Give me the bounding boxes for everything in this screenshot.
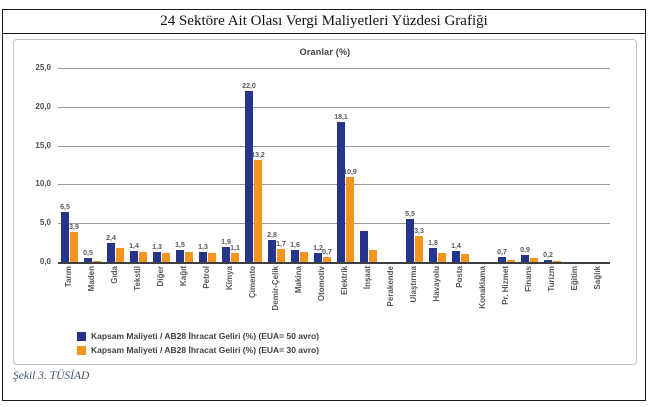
- x-tick: [242, 266, 265, 330]
- bar-slot: [93, 68, 101, 262]
- bar: [415, 236, 423, 262]
- bar-value-label: 0,2: [543, 252, 553, 260]
- bar-value-label: 10,9: [343, 169, 357, 177]
- figure-frame: [2, 9, 646, 401]
- bar-group: [518, 68, 541, 262]
- bar-value-label: 13,2: [251, 151, 265, 159]
- bar-slot: [343, 68, 357, 262]
- bar-group: [196, 68, 219, 262]
- bar-group: [380, 68, 403, 262]
- gridline: [58, 262, 610, 264]
- x-tick: [311, 266, 334, 330]
- bar: [254, 160, 262, 262]
- x-axis-label: Havayolu: [432, 266, 442, 302]
- x-axis: [58, 266, 610, 330]
- bar-value-label: 6,5: [60, 203, 70, 211]
- bar-value-label: 5,5: [405, 211, 415, 219]
- bar-slot: [231, 68, 239, 262]
- bar-slot: [553, 68, 561, 262]
- bar-value-label: 3,3: [414, 228, 424, 236]
- x-tick: [518, 266, 541, 330]
- x-tick: [495, 266, 518, 330]
- bar-value-label: 1,9: [221, 239, 231, 247]
- x-axis-label: Petrol: [202, 266, 212, 289]
- bar-slot: [484, 68, 492, 262]
- bar-slot: [323, 68, 331, 262]
- bar-slot: [300, 68, 308, 262]
- bar-value-label: 0,7: [322, 248, 332, 256]
- x-tick: [334, 266, 357, 330]
- chart-panel: [13, 39, 637, 365]
- x-tick: [541, 266, 564, 330]
- bar-group: [265, 68, 288, 262]
- x-axis-label: Kimya: [225, 266, 235, 291]
- x-tick: [127, 266, 150, 330]
- bar: [107, 243, 115, 262]
- bar: [300, 252, 308, 262]
- bar-slot: [84, 68, 92, 262]
- bar: [360, 231, 368, 262]
- bar: [406, 219, 414, 262]
- x-tick: [587, 266, 610, 330]
- x-axis-label: Gıda: [110, 266, 120, 284]
- bar-value-label: 0,7: [497, 248, 507, 256]
- x-tick: [58, 266, 81, 330]
- x-axis-label: Diğer: [156, 266, 166, 287]
- plot-area: [58, 68, 610, 262]
- bar: [61, 212, 69, 262]
- bar-group: [587, 68, 610, 262]
- bar-slot: [277, 68, 285, 262]
- bar: [139, 252, 147, 262]
- bar-group: [58, 68, 81, 262]
- bar-slot: [242, 68, 256, 262]
- bar: [176, 250, 184, 262]
- bar-slot: [208, 68, 216, 262]
- bar-group: [541, 68, 564, 262]
- bar-slot: [314, 68, 322, 262]
- bar: [268, 240, 276, 262]
- bar-slot: [139, 68, 147, 262]
- bar: [70, 232, 78, 262]
- x-axis-label: Eğitim: [570, 266, 580, 291]
- bar-slot: [360, 68, 368, 262]
- chart-title: Oranlar (%): [299, 47, 351, 57]
- y-tick-label: 15,0: [35, 140, 51, 150]
- bar: [199, 252, 207, 262]
- bar: [245, 91, 253, 262]
- bar-slot: [70, 68, 78, 262]
- x-tick: [288, 266, 311, 330]
- legend-label: Kapsam Maliyeti / AB28 İhracat Geliri (%) (EUA= 50 avro): [91, 331, 320, 341]
- bar-slot: [521, 68, 529, 262]
- bar: [291, 250, 299, 262]
- x-axis-label: Turizm: [547, 266, 557, 292]
- bar-group: [403, 68, 426, 262]
- bar-value-label: 2,4: [106, 235, 116, 243]
- x-tick: [564, 266, 587, 330]
- bar-group: [311, 68, 334, 262]
- x-tick: [472, 266, 495, 330]
- bar: [130, 251, 138, 262]
- bar-slot: [544, 68, 552, 262]
- bar-slot: [475, 68, 483, 262]
- bar: [314, 253, 322, 262]
- x-axis-label: Makina: [294, 266, 304, 294]
- legend-swatch-orange: [77, 346, 86, 355]
- legend-item-eua50: [77, 331, 319, 341]
- bar-value-label: 1,2: [313, 244, 323, 252]
- y-tick-label: 20,0: [35, 101, 51, 111]
- figure-title: 24 Sektöre Ait Olası Vergi Maliyetleri Yüzdesi Grafiği: [3, 10, 645, 34]
- bar-slot: [116, 68, 124, 262]
- x-axis-label: Tarım: [64, 266, 74, 288]
- x-tick: [426, 266, 449, 330]
- x-axis-label: Sağlık: [593, 266, 603, 290]
- bar: [208, 253, 216, 262]
- y-tick-label: 5,0: [39, 218, 51, 228]
- x-axis-label: İnşaat: [363, 266, 373, 290]
- x-axis-label: Perakende: [386, 266, 396, 307]
- bar-slot: [185, 68, 193, 262]
- bar: [429, 248, 437, 262]
- bar-slot: [222, 68, 230, 262]
- legend: [77, 331, 319, 355]
- bar-slot: [415, 68, 423, 262]
- y-axis: [14, 63, 51, 266]
- x-axis-label: Pr. Hizmet: [501, 266, 511, 305]
- bar-slot: [599, 68, 607, 262]
- bar-group: [288, 68, 311, 262]
- bar: [277, 249, 285, 262]
- bar-group: [472, 68, 495, 262]
- bar: [162, 253, 170, 262]
- bar-slot: [153, 68, 161, 262]
- bar-group: [242, 68, 265, 262]
- bar: [185, 252, 193, 262]
- bar-slot: [452, 68, 460, 262]
- bar: [346, 177, 354, 262]
- bar-value-label: 1,8: [428, 240, 438, 248]
- bar-slot: [406, 68, 414, 262]
- bar-group: [426, 68, 449, 262]
- x-tick: [380, 266, 403, 330]
- bar-slot: [461, 68, 469, 262]
- bar: [337, 122, 345, 262]
- bar-slot: [268, 68, 276, 262]
- bar-slot: [61, 68, 69, 262]
- bar-slot: [392, 68, 400, 262]
- bar: [452, 251, 460, 262]
- bar-value-label: 1,3: [198, 243, 208, 251]
- bar-group: [127, 68, 150, 262]
- bar-slot: [369, 68, 377, 262]
- x-tick: [449, 266, 472, 330]
- bar-slot: [507, 68, 515, 262]
- y-tick-label: 0,0: [39, 257, 51, 266]
- bar-slot: [107, 68, 115, 262]
- x-axis-label: Çimento: [248, 266, 258, 298]
- bar: [438, 253, 446, 262]
- bar-value-label: 1,3: [152, 243, 162, 251]
- legend-swatch-blue: [77, 332, 86, 341]
- bar-slot: [334, 68, 348, 262]
- x-tick: [357, 266, 380, 330]
- bar: [521, 255, 529, 262]
- bar-value-label: 1,7: [276, 240, 286, 248]
- x-tick: [173, 266, 196, 330]
- bar-slot: [251, 68, 265, 262]
- legend-item-eua30: [77, 345, 319, 355]
- legend-label: Kapsam Maliyeti / AB28 İhracat Geliri (%) (EUA= 30 avro): [91, 345, 320, 355]
- bar-slot: [383, 68, 391, 262]
- x-axis-label: Elektrik: [340, 266, 350, 295]
- bar: [369, 250, 377, 262]
- bar-group: [150, 68, 173, 262]
- y-tick-label: 25,0: [35, 63, 51, 72]
- x-axis-label: Konaklama: [478, 266, 488, 309]
- x-axis-label: Kağıt: [179, 266, 189, 286]
- x-axis-label: Ulaştırma: [409, 266, 419, 303]
- x-tick: [104, 266, 127, 330]
- x-axis-label: Otomotiv: [317, 266, 327, 302]
- bar-value-label: 1,6: [290, 241, 300, 249]
- bar-slot: [530, 68, 538, 262]
- bar-value-label: 1,4: [129, 243, 139, 251]
- bar-value-label: 0,9: [520, 247, 530, 255]
- bar-group: [334, 68, 357, 262]
- x-tick: [265, 266, 288, 330]
- bar-slot: [291, 68, 299, 262]
- bar-slot: [130, 68, 138, 262]
- bar-slot: [498, 68, 506, 262]
- bar-group: [219, 68, 242, 262]
- x-axis-label: Finans: [524, 266, 534, 292]
- x-axis-label: Tekstil: [133, 266, 143, 291]
- bar-slot: [176, 68, 184, 262]
- bar-group: [564, 68, 587, 262]
- bar-value-label: 3,9: [69, 223, 79, 231]
- x-tick: [219, 266, 242, 330]
- figure-caption: Şekil 3. TÜSİAD: [13, 370, 90, 382]
- bar: [461, 254, 469, 262]
- bar-group: [173, 68, 196, 262]
- x-axis-label: Posta: [455, 266, 465, 288]
- x-axis-label: Demir-Çelik: [271, 266, 281, 311]
- bar-value-label: 18,1: [334, 113, 348, 121]
- x-tick: [150, 266, 173, 330]
- x-axis-label: Maden: [87, 266, 97, 292]
- bar-group: [357, 68, 380, 262]
- bar-slot: [162, 68, 170, 262]
- y-tick-label: 10,0: [35, 179, 51, 189]
- bar: [116, 248, 124, 262]
- bar-value-label: 0,5: [83, 250, 93, 258]
- bar-value-label: 1,4: [451, 243, 461, 251]
- x-tick: [403, 266, 426, 330]
- bar-slot: [567, 68, 575, 262]
- x-tick: [196, 266, 219, 330]
- bar-value-label: 1,1: [230, 245, 240, 253]
- bar-group: [449, 68, 472, 262]
- bar-slot: [576, 68, 584, 262]
- bar-group: [81, 68, 104, 262]
- bar-group: [495, 68, 518, 262]
- bar-slot: [429, 68, 437, 262]
- bar-value-label: 22,0: [242, 83, 256, 91]
- bar-value-label: 2,8: [267, 232, 277, 240]
- bar-slot: [438, 68, 446, 262]
- bar-group: [104, 68, 127, 262]
- bar-value-label: 1,5: [175, 242, 185, 250]
- bar-slot: [590, 68, 598, 262]
- bar: [153, 252, 161, 262]
- bar: [222, 247, 230, 262]
- bar: [231, 253, 239, 262]
- bar-slot: [199, 68, 207, 262]
- bar-series: [58, 68, 610, 262]
- x-tick: [81, 266, 104, 330]
